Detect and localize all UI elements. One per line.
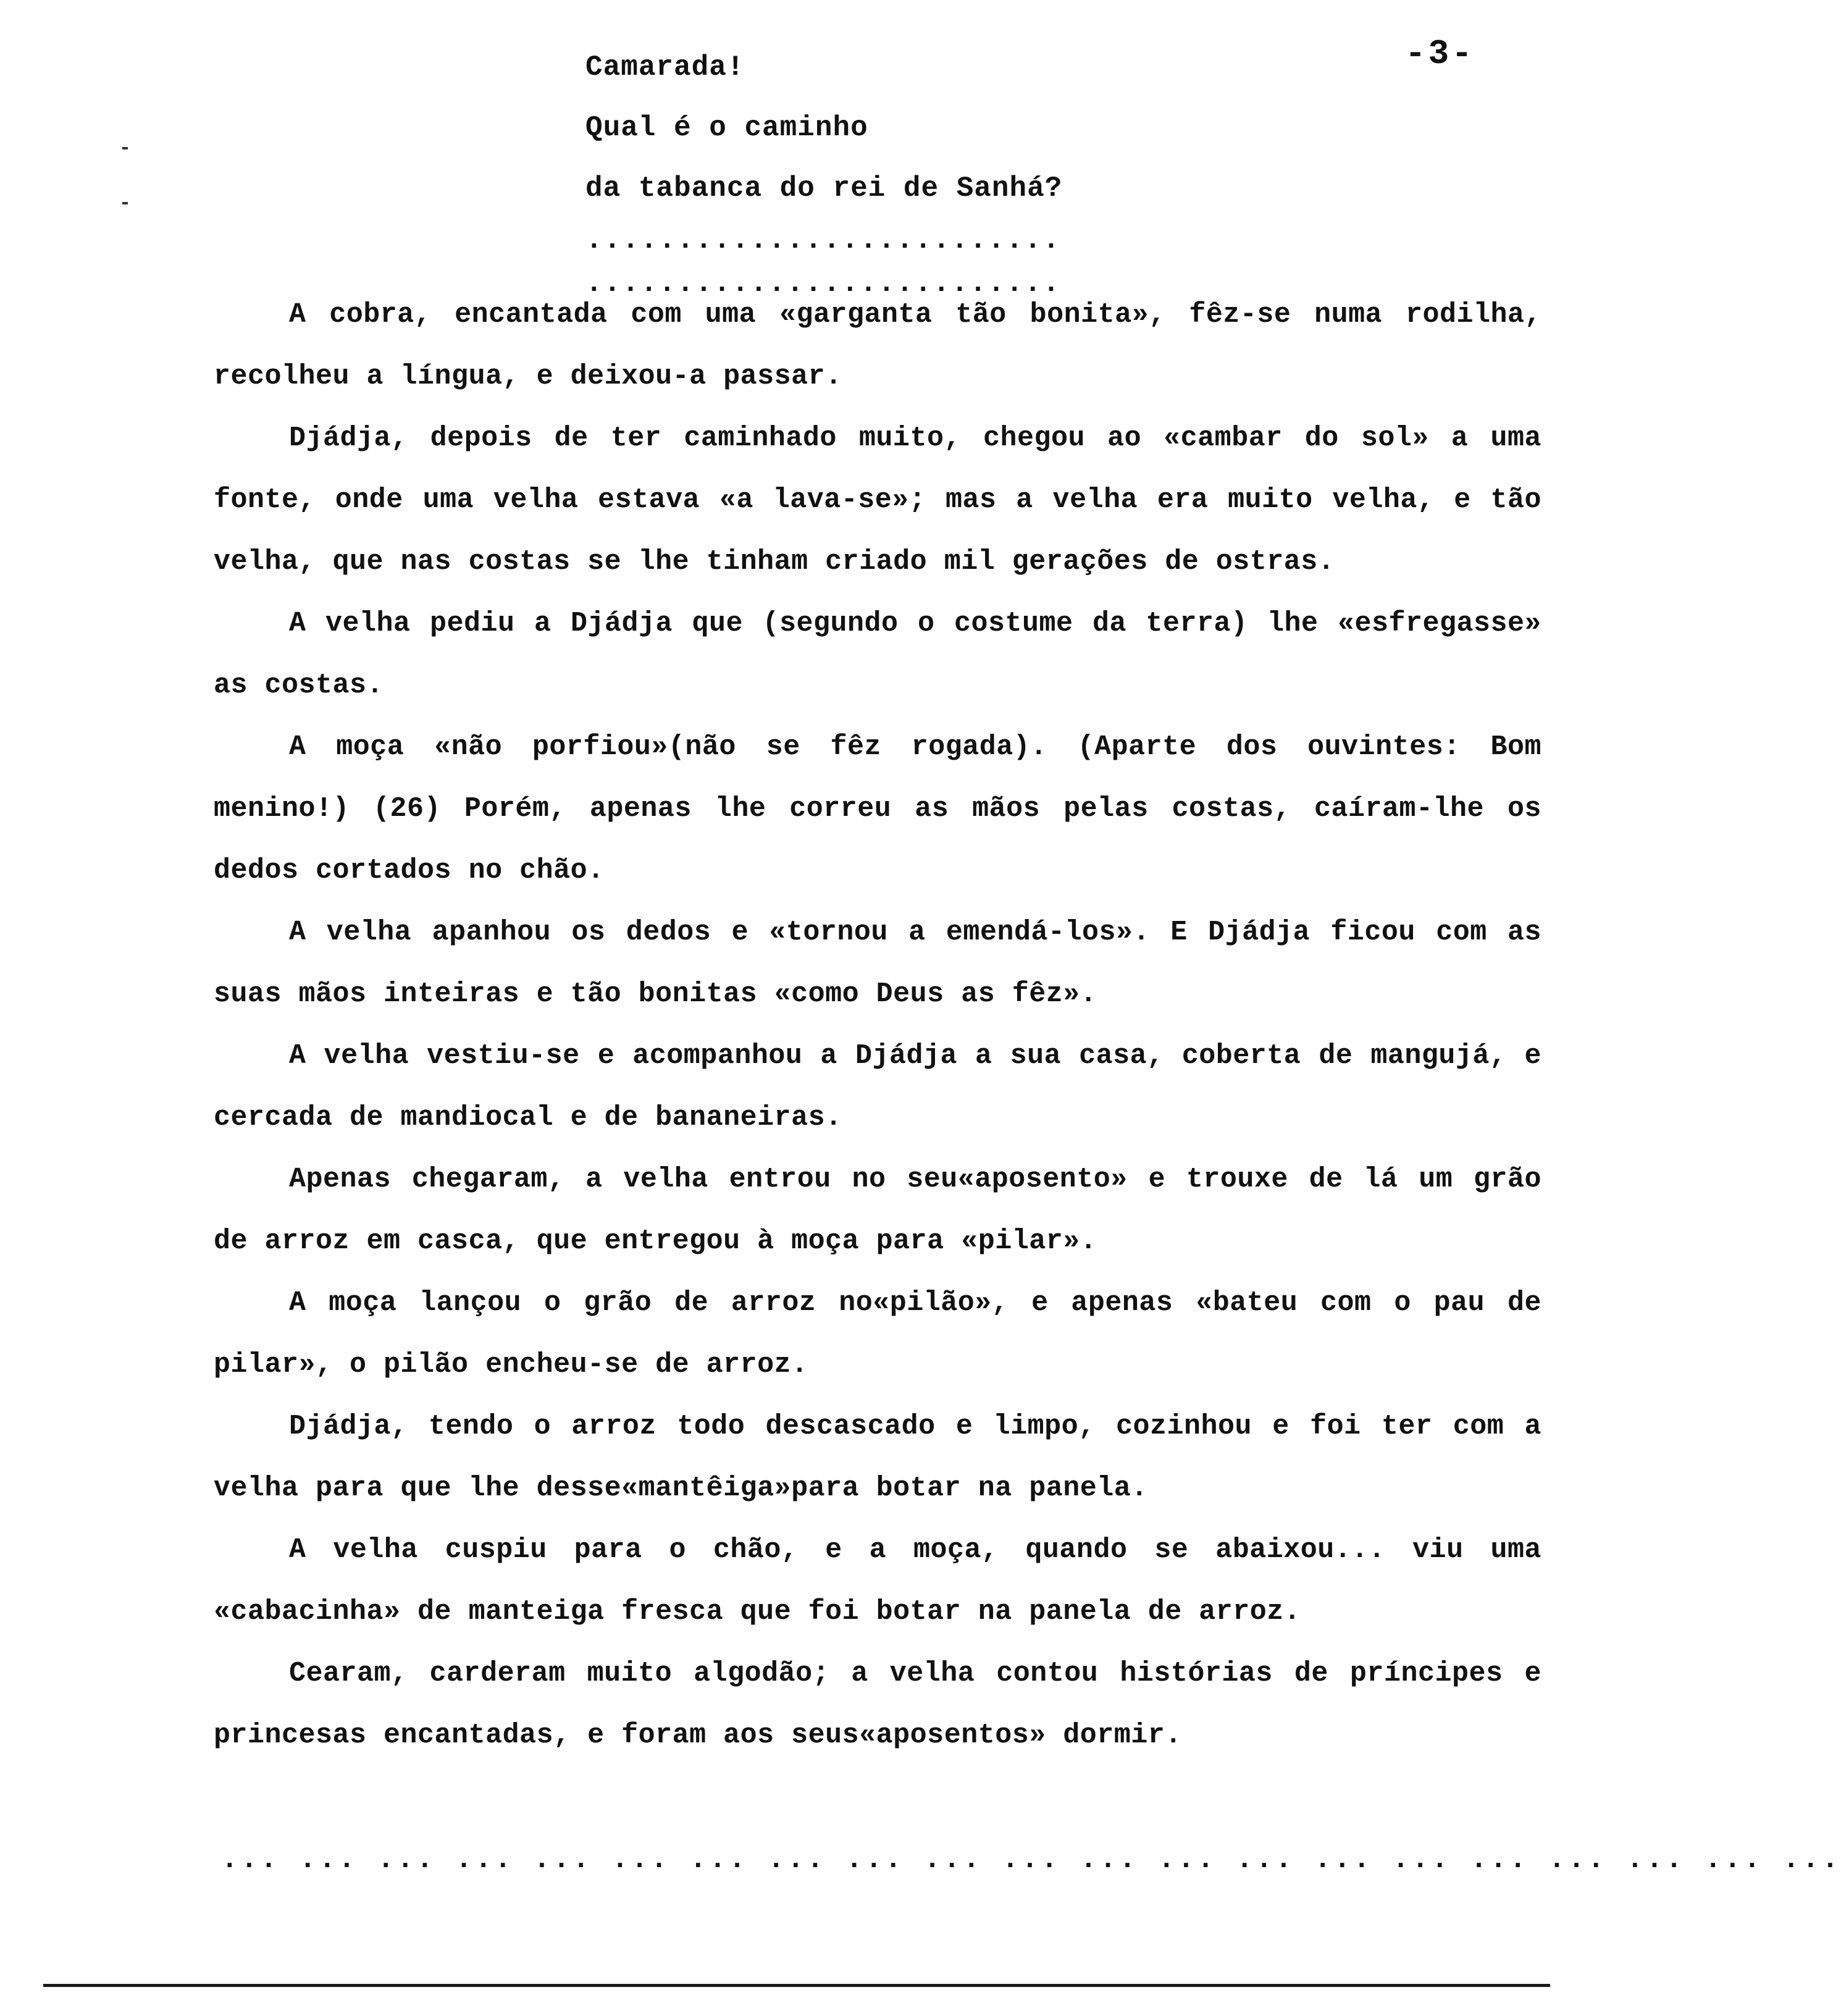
paragraph: A moça lançou o grão de arroz no«pilão», e apenas «bateu com o pau de pilar», o pilão encheu-se de arroz. [214, 1287, 1541, 1380]
verse-dot-line: .......................... [585, 224, 1061, 256]
page-number: -3- [1405, 34, 1475, 74]
paragraph: A moça «não porfiou»(não se fêz rogada). (Aparte dos ouvintes: Bom menino!) (26) Porém, apenas lhe correu as mãos pelas costas, caíram-lhe os dedos cortados no chão. [214, 731, 1541, 886]
paragraph: A velha vestiu-se e acompanhou a Djádja a sua casa, coberta de mangujá, e cercada de mandiocal e de bananeiras. [214, 1040, 1541, 1133]
margin-mark [122, 147, 128, 149]
paragraph: Djádja, depois de ter caminhado muito, chegou ao «cambar do sol» a uma fonte, onde uma velha estava «a lava-se»; mas a velha era muito velha, e tão velha, que nas costas se lhe tinham criado mil gerações de ostras. [214, 422, 1541, 578]
paragraph: Djádja, tendo o arroz todo descascado e limpo, cozinhou e foi ter com a velha para que lhe desse«mantêiga»para botar na panela. [214, 1411, 1541, 1504]
margin-mark [122, 202, 128, 204]
verse-line: da tabanca do rei de Sanhá? [585, 172, 1063, 204]
paragraph: A velha pediu a Djádja que (segundo o costume da terra) lhe «esfregasse» as costas. [214, 608, 1541, 701]
body-text [214, 284, 1541, 1766]
paragraph: Cearam, carderam muito algodão; a velha contou histórias de príncipes e princesas encantadas, e foram aos seus«aposentos» dormir. [214, 1658, 1541, 1751]
bottom-rule [43, 1984, 1550, 1987]
ellipsis-separator: ... ... ... ... ... ... ... ... ... ... ... ... ... ... ... ... ... ... ... ... ... [221, 1844, 1841, 1876]
paragraph: A velha cuspiu para o chão, e a moça, quando se abaixou... viu uma «cabacinha» de manteiga fresca que foi botar na panela de arroz. [214, 1534, 1541, 1628]
paragraph: Apenas chegaram, a velha entrou no seu«aposento» e trouxe de lá um grão de arroz em casca, que entregou à moça para «pilar». [214, 1164, 1541, 1257]
verse-block [585, 37, 1388, 305]
verse-line: Qual é o caminho [585, 112, 868, 144]
verse-dot-line: .......................... [585, 267, 1061, 300]
paragraph: A velha apanhou os dedos e «tornou a emendá-los». E Djádja ficou com as suas mãos inteiras e tão bonitas «como Deus as fêz». [214, 917, 1541, 1010]
paragraph: A cobra, encantada com uma «garganta tão bonita», fêz-se numa rodilha, recolheu a língua, e deixou-a passar. [214, 299, 1541, 392]
verse-line: Camarada! [585, 51, 745, 83]
